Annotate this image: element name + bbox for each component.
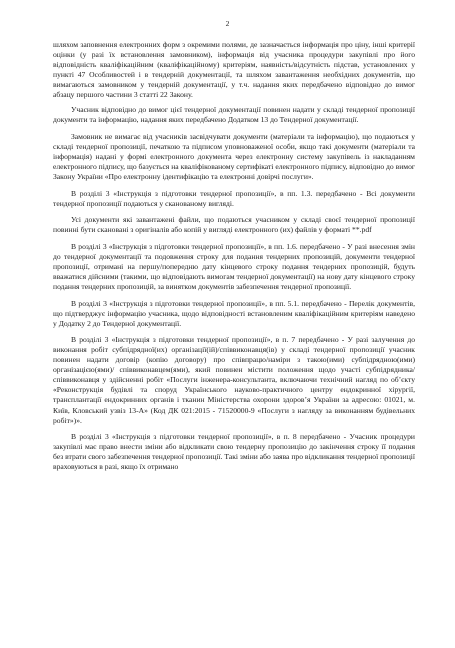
paragraph-deadline-extension: В розділі 3 «Інструкція з підготовки тендерної пропозиції», в пп. 1.6. передбачено - У разі внесення змін до тендерної документації та подовження строку для подання тендерних пропозицій, документи тендерної пропозиції, отримані на першу/попередню дату кінцевого строку подання тендерних пропозицій, будуть вважатися дійсними (такими, що відповідають вимогам тендерної документації) на нову дату кінцевого строку подання тендерних пропозицій, за винятком документів забезпечення тендерної пропозиції. (53, 241, 415, 291)
paragraph-subcontractors: В розділі 3 «Інструкція з підготовки тендерної пропозиції», в п. 7 передбачено - У разі залучення до виконання робіт субпідрядної(их) організації(ій)/співвиконавця(ів) у складі тендерної пропозиції учасник повинен надати договір (копію договору) про співпрацю/наміри з такою(ими) субпідрядною(ими) організацією(ями)/ співвиконавцем(ями), який повинен містити положення щодо участі субпідрядника/співвиконавця у здійсненні робіт «Послуги інженера-консультанта, включаючи технічний нагляд по об’єкту «Реконструкція будівлі та споруд Українського науково-практичного центру ендокринної хірургії, трансплантації ендокринних органів і тканин Міністерства охорони здоров’я України за адресою: 01021, м. Київ, Кловський узвіз 13-А» (Код ДК 021:2015 - 71520000-9 «Послуги з нагляду за виконанням будівельних робіт»)». (53, 335, 415, 425)
page-number: 2 (225, 19, 230, 28)
paragraph-pdf-format: Усі документи які завантажені файли, що подаються учасником у складі своєї тендерної пропозиції повинні бути скановані з оригіналів або копій у вигляді електронного (их) файлів у форматі **.pdf (53, 215, 415, 235)
paragraph-document-certification: Замовник не вимагає від учасників засвідчувати документи (матеріали та інформацію), що подаються у складі тендерної пропозиції, печаткою та підписом уповноваженої особи, якщо такі документи (матеріали та інформація) надані у формі електронного документа через електронну систему закупівель із накладанням електронного підпису, що базується на кваліфікованому сертифікаті електронного підпису, відповідно до вимог Закону України «Про електронну ідентифікацію та електронні довірчі послуги». (53, 131, 415, 182)
paragraph-required-documents: Учасник відповідно до вимог цієї тендерної документації повинен надати у складі тендерної пропозиції документи та інформацію, надання яких передбачено Додатком 13 до Тендерної документації. (53, 105, 415, 125)
paragraph-changes-withdrawal: В розділі 3 «Інструкція з підготовки тендерної пропозиції», в п. 8 передбачено - Учасник процедури закупівлі має право внести зміни або відкликати свою тендерну пропозицію до закінчення строку її подання без втрати свого забезпечення тендерної пропозиції. Такі зміни або заява про відкликання тендерної пропозиції враховуються в разі, якщо їх отримано (53, 432, 415, 472)
paragraph-scanned-documents: В розділі 3 «Інструкція з підготовки тендерної пропозиції», в пп. 1.3. передбачено - Всі документи тендерної пропозиції подаються у сканованому вигляді. (53, 188, 415, 208)
paragraph-continued: шляхом заповнення електронних форм з окремими полями, де зазначається інформація про ціну, інші критерії оцінки (у разі їх встановлення замовником), інформація від учасника процедури закупівлі про його відповідність кваліфікаційним (кваліфікаційному) критеріям, наявність/відсутність підстав, установлених у пункті 47 Особливостей і в тендерній документації, та шляхом завантаження необхідних документів, що вимагаються замовником у тендерній документації, у т.ч. надання яких передбачено відповідно до вимог абзацу першого частини 3 статті 22 Закону. (53, 40, 415, 100)
document-body (53, 40, 415, 472)
paragraph-qualification-list: В розділі 3 «Інструкція з підготовки тендерної пропозиції», в пп. 5.1. передбачено - Перелік документів, що підтверджує інформацію учасника, щодо відповідності встановленим кваліфікаційним критеріям наведено у Додатку 2 до Тендерної документації. (53, 298, 415, 328)
